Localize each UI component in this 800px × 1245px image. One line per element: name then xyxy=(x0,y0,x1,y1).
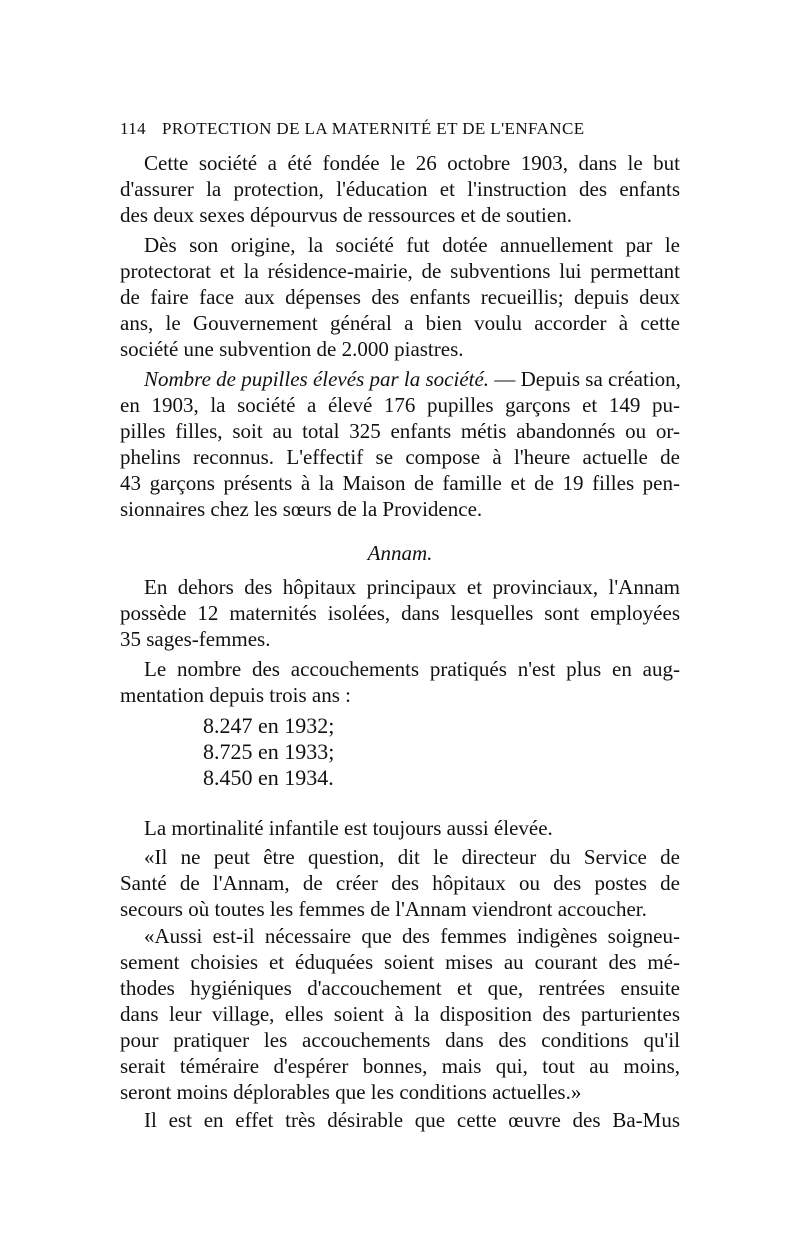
page-header xyxy=(120,119,680,139)
text-line xyxy=(120,366,680,392)
text-line: serait téméraire d'espérer bonnes, mais qui, tout au moins, xyxy=(120,1054,680,1078)
text-line: protectorat et la résidence-mairie, de subventions lui permettant xyxy=(120,259,680,283)
text-line: possède 12 maternités isolées, dans lesquelles sont employées xyxy=(120,601,680,625)
paragraph-pupils xyxy=(120,366,680,522)
text-line: Dès son origine, la société fut dotée annuellement par le xyxy=(144,233,680,257)
text-line: dans leur village, elles soient à la disposition des parturientes xyxy=(120,1002,680,1026)
text-line: La mortinalité infantile est toujours aussi élevée. xyxy=(144,816,553,840)
paragraph-stillbirth xyxy=(120,815,680,841)
running-title: PROTECTION DE LA MATERNITÉ ET DE L'ENFANCE xyxy=(162,119,585,138)
births-list xyxy=(203,713,334,791)
text-line: mentation depuis trois ans : xyxy=(120,683,351,707)
text-line: d'assurer la protection, l'éducation et l'instruction des enfants xyxy=(120,177,680,201)
paragraph-subsidies xyxy=(120,232,680,362)
section-title-annam: Annam. xyxy=(367,541,433,565)
text-line: sement choisies et éduquées soient mises au courant des mé- xyxy=(120,950,680,974)
text-line: Il est en effet très désirable que cette œuvre des Ba-Mus xyxy=(144,1108,680,1132)
text-line: sionnaires chez les sœurs de la Providence. xyxy=(120,497,483,521)
page-number: 114 xyxy=(120,119,147,138)
text-line: «Aussi est-il nécessaire que des femmes indigènes soigneu- xyxy=(144,924,680,948)
paragraph-births-intro xyxy=(120,656,680,708)
paragraph-ba-mus xyxy=(120,1107,680,1133)
text-line: ans, le Gouvernement général a bien voulu accorder à cette xyxy=(120,311,680,335)
text-line: phelins reconnus. L'effectif se compose à l'heure actuelle de xyxy=(120,445,680,469)
births-item: 8.725 en 1933; xyxy=(203,739,335,764)
text-line: Le nombre des accouchements pratiqués n'est plus en aug- xyxy=(144,657,680,681)
text-line: Cette société a été fondée le 26 octobre 1903, dans le but xyxy=(144,151,680,175)
paragraph-quote-director xyxy=(120,844,680,922)
text-line: thodes hygiéniques d'accouchement et que, rentrées ensuite xyxy=(120,976,680,1000)
text-line: pilles filles, soit au total 325 enfants métis abandonnés ou or- xyxy=(120,419,680,443)
paragraph-maternities xyxy=(120,574,680,652)
text-line: en 1903, la société a élevé 176 pupilles garçons et 149 pu- xyxy=(120,393,680,417)
pupils-heading: Nombre de pupilles élevés par la société. xyxy=(144,367,490,391)
text-line: société une subvention de 2.000 piastres. xyxy=(120,337,464,361)
text-line: 35 sages-femmes. xyxy=(120,627,271,651)
text-line: En dehors des hôpitaux principaux et provinciaux, l'Annam xyxy=(144,575,680,599)
paragraph-quote-midwives xyxy=(120,923,680,1105)
text-line: des deux sexes dépourvus de ressources et de soutien. xyxy=(120,203,572,227)
text-line: pour pratiquer les accouchements dans des conditions qu'il xyxy=(120,1028,680,1052)
text-line: Santé de l'Annam, de créer des hôpitaux ou des postes de xyxy=(120,871,680,895)
text-line: 43 garçons présents à la Maison de famille et de 19 filles pen- xyxy=(120,471,680,495)
text-line: seront moins déplorables que les conditions actuelles.» xyxy=(120,1080,582,1104)
pupils-heading-rest: — Depuis sa création, xyxy=(489,367,681,391)
text-line: secours où toutes les femmes de l'Annam viendront accoucher. xyxy=(120,897,647,921)
births-item: 8.450 en 1934. xyxy=(203,765,334,790)
births-item: 8.247 en 1932; xyxy=(203,713,335,738)
text-line: de faire face aux dépenses des enfants recueillis; depuis deux xyxy=(120,285,680,309)
paragraph-society-founding xyxy=(120,150,680,228)
text-line: «Il ne peut être question, dit le directeur du Service de xyxy=(144,845,680,869)
